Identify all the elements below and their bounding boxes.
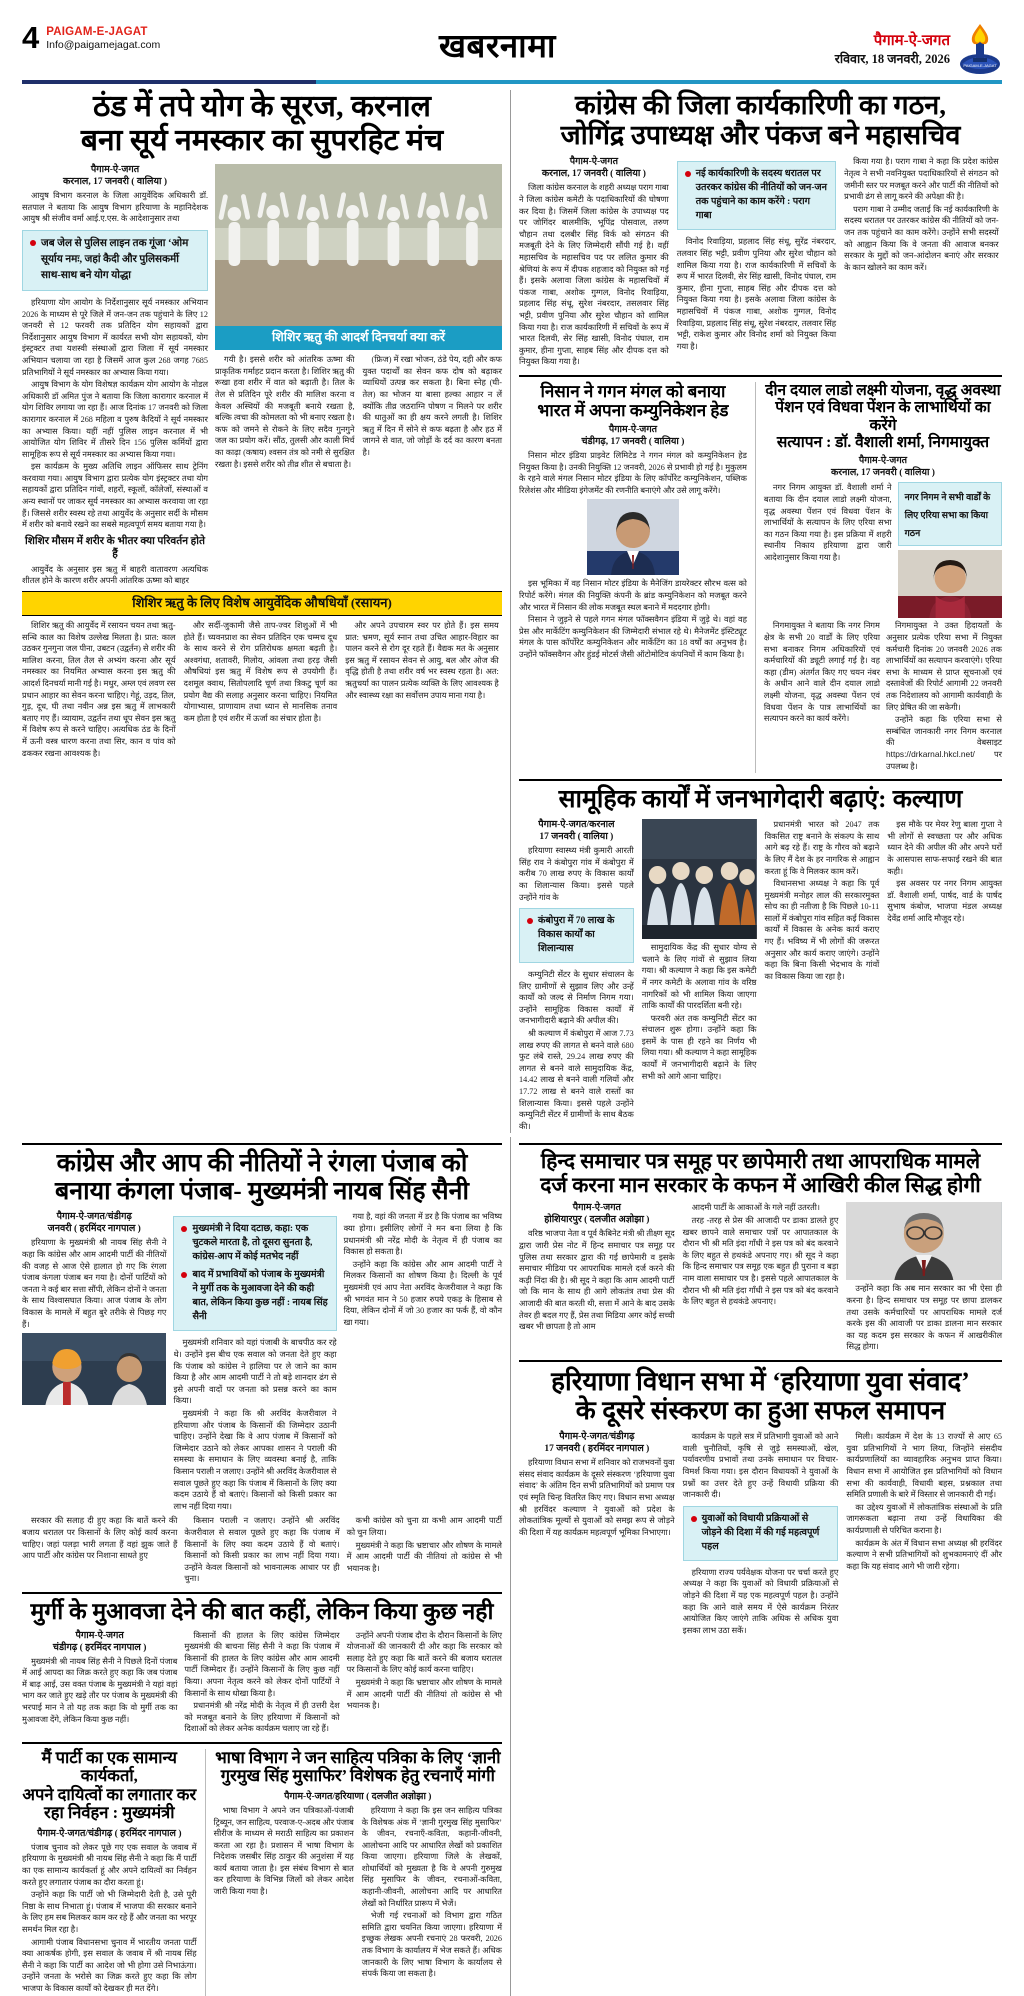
paragraph: मुख्यमंत्री शनिवार को यहां पंजाबी के बाचपीठ कर रहे थे। उन्होंने इस बीच एक सवाल को जनता देते हुए कहा कि पंजाब को कांग्रेस ने हालिया पर ले जाने का काम किया है और आम आदमी पार्टी ने तो बड़े शानदार ढंग से इसे अपनी वादों पर जनता को प्रसन्न करने का काम किया।: [173, 1338, 337, 1406]
masthead-right-text: [835, 32, 950, 68]
headline-line-1: निसान ने गगन मंगल को बनाया: [540, 381, 726, 401]
paragraph: किसान पराली न जलाए। उन्होंने श्री अरविंद केजरीवाल से सवाल पूछते हुए कहा कि पंजाब में किसानों के लिए क्या कदम उठाये हैं वो बताएं। किसानों को किसी प्रकार का लाभ नहीं दिया गया। उन्होंने केवल किसानों को भावनात्मक आधार पर ही चुना।: [184, 1516, 340, 1584]
paragraph: आयुष विभाग करनाल के जिला आयुर्वेदिक अधिकारी डॉ. सतपाल ने बताया कि आयुष विभाग हरियाणा के महानिदेशक आयुष श्री संजीव वर्मा आई.ए.एस. के आदेशानुसार तथा: [22, 191, 208, 224]
highlight-text: बाद में प्रभावियों को पंजाब के मुख्यमंत्री ने मुर्गी तक के मुआवजा देने की कही बात, लेकिन किया कुछ नहीं : नायब सिंह सैनी: [192, 1269, 328, 1323]
highlight-text: कंबोपुरा में 70 लाख के विकास कार्यों का शिलान्यास: [538, 915, 615, 955]
paragraph: तरह -तरह से प्रेस की आजादी पर डाका डालते हुए खबर छापने वाले समाचार पत्रों पर आपातकाल के दौरान भी श्री मति इंदा गाँधी ने इस पत्र को बंद करवाने के लिए बहुत से हथकंडे अपनाए गए। श्री सूद ने कहा कि हिन्द समाचार पत्र समूह एक बहुत ही पुराना व बड़ा नाम वाला समाचार पत्र है। इससे पहले आपातकाल के दौरान भी श्री मति इंदा गाँधी ने इस पत्र को बंद करवाने के लिए बहुत से हथकंडे अपनाए।: [682, 1216, 839, 1307]
story-nissan-headline: [519, 382, 747, 420]
paragraph: प्रधानमंत्री भारत को 2047 तक विकसित राष्ट्र बनाने के संकल्प के साथ आगे बढ़ रहे हैं। राष्ट्र के गौरव को बढ़ाने के लिए मैं देश के हर नागरिक से आह्वान करता हूं कि वे मिलकर काम करें।: [764, 820, 880, 876]
headline-line-1: कांग्रेस और आप की नीतियों ने रंगला पंजाब को: [56, 1150, 468, 1178]
byline-location-date: 17 जनवरी ( हरमिंदर नागपाल ): [544, 1444, 650, 1455]
byline-publication: पैगाम-ऐ-जगत: [608, 425, 658, 436]
paragraph: श्री कल्याण में कंबोपुरा में आज 7.73 लाख रुपए की लागत से बनने वाले 680 फुट लंबे रास्ते, 29.24 लाख रुपए की लागत से बनने वाले सामुदायिक केंद्र, 14.42 लाख से बनने वाली गलियों और 17.72 लाख से बनने वाले रास्तों का शिलान्यास किया। इससे पहले उन्होंने कम्युनिटी सेंटर में ग्रामीणों के साथ बैठक की।: [519, 1029, 634, 1131]
headline-line-2: के दूसरे संस्करण का हुआ सफल समापन: [575, 1396, 946, 1426]
paragraph: विनोद रिवाड़िया, प्रहलाद सिंह संधू, सुरेंद्र नंबरदार, तलवार सिंह भट्टी, प्रवीण पुनिया और सुरेश चौहान को शामिल किया गया है। राज कार्यकारिणी में सचिवों के रूप में भारत दिलवी, सेर सिंह खासी, विनोद पंघाल, राम कुमार, हीना गुप्ता, साहब सिंह और दीपक दत्त को नियुक्त किया गया है। इसके अलावा जिला कांग्रेस के महासचिवों में पंकज गाबा, अशोक गुग्गल, विनोद रिवाड़िया, प्रहलाद सिंह संधू, सुरेश नंबरदार, तलवार सिंह भट्टी, राकेश कुमार और विनोद शर्मा को नियुक्त किया गया है।: [676, 237, 837, 351]
paragraph: हरियाणा स्वास्थ्य मंत्री कुमारी आरती सिंह राव ने कंबोपुरा गांव में कंबोपुरा में करीब 70 लाख रुपए के विकास कार्यों का शिलान्यास किया। इससे पहले उन्होंने गांव के: [519, 846, 634, 902]
story-congress: [519, 90, 1002, 369]
paragraph: उन्होंने कहा कि अब मान सरकार का भी ऐसा ही करना है। हिन्द समाचार पत्र समूह पर छापा डालकर तथा उसके कर्मचारियों पर आपराधिक मामले दर्ज करके इस की आवाजी पर डाका डालना मान सरकार का यह कदम इस सरकार के कफन में आखरीकील सिद्ध होगा।: [846, 1284, 1003, 1352]
bullet-dot-icon: [30, 240, 36, 246]
second-row: [0, 1137, 1024, 1995]
paragraph: सरकार की सलाह दी हुए कहा कि बातें करने की बजाय धरातल पर किसानों के लिए कोई कार्य करना चाहिए। जहां पलड़ा भारी लगता हैं वहां झुक जाते हैं आप पार्टी और कांग्रेस पर निशाना साधते हुए: [22, 1516, 178, 1561]
story-murgi-headline: मुर्गी के मुआवजा देने की बात कहीं, लेकिन किया कुछ नही: [30, 1598, 494, 1624]
torch-logo-icon: [958, 24, 1002, 76]
paragraph: आयुर्वेद के अनुसार इस ऋतु में बाहरी वातावरण अत्यधिक शीतल होने के कारण शरीर अपनी आंतरिक ऊष्मा को बाहर: [22, 564, 208, 586]
byline: [22, 1211, 166, 1235]
story-hind: [519, 1150, 1002, 1354]
yoga-photo: [215, 164, 502, 326]
paragraph: मिली। कार्यक्रम में देश के 13 राज्यों से आए 65 युवा प्रतिभागियों ने भाग लिया, जिन्होंने संसदीय कार्यप्रणालियों का व्यावहारिक अनुभव प्राप्त किया। विधान सभा में आयोजित इस प्रतिभागियों को विधान सभा की कार्यवाही, विधायी बहस, प्रश्नकाल तथा समिति प्रणाली के बारे में विस्तार से जानकारी दी गई।: [846, 1432, 1003, 1500]
headline-line-1: कांग्रेस की जिला कार्यकारिणी का गठन,: [574, 90, 947, 120]
right-column-group: [510, 90, 1002, 1133]
paragraph: निसान मोटर इंडिया प्राइवेट लिमिटेड ने गगन मंगल को कम्युनिकेशन हेड नियुक्त किया है। उनकी नियुक्ति 12 जनवरी, 2026 से प्रभावी हो गई है। मुकुलम के रहने वाले मंगल निसान मोटर इंडिया के लिए कॉर्पोरेट कम्युनिकेशन, पब्लिक रिलेशंस और मीडिया इंगेजमेंट की रणनीति बनाएंगे और उसे लागू करेंगे।: [519, 451, 747, 495]
kambopura-event-photo: [642, 819, 757, 939]
bullet-dot-icon: [181, 1226, 187, 1232]
brand-name-english: PAIGAM-E-JAGAT: [46, 26, 148, 38]
paragraph-tail: पर उपलब्ध है।: [885, 749, 1002, 771]
paragraph: इस कार्यक्रम के मुख्य अतिथि लाइन ऑफिसर साथ ट्रेनिंग करवाया गया। आयुष विभाग द्वारा प्रत्येक योग इंस्ट्रक्टर तथा योग सहायकों द्वारा प्रतिदिन गांवों, शहरों, स्कूलों, कॉलेजों, संस्थाओं व अन्य स्थानों पर जाकर सूर्य नमस्कार का अभ्यास करवाया जा रहा हैं। जिससे शरीर स्वस्थ रहे तथा आयुर्वेद के अनुसार सर्दी के मौसम में शरीर को बनाये रखने का सबसे महत्वपूर्ण समय बताया गया है।: [22, 462, 208, 530]
paragraph: कम्युनिटी सेंटर के सुधार संचालन के लिए ग्रामीणों से सुझाव लिए और उन्हें कार्यों को जल्द से निर्माण निगम गया। उन्होंने सामूहिक विकास कार्यों में जनभागीदारी बढ़ाने की अपील की।: [519, 970, 634, 1026]
story-worker: [22, 1749, 197, 1996]
nayab-singh-saini-photo: [22, 1333, 166, 1405]
byline: [22, 164, 208, 188]
karnal-nigam-url[interactable]: https://drkarnal.hkcl.net/: [885, 748, 975, 759]
paragraph: और अपने उपचारम स्वर पर होते हैं। इस समय प्रात: भ्रमण, सूर्य स्नान तथा उचित आहार-विहार का पालन करने से रोग दूर रहते हैं। वैद्यक मत के अनुसार इस ऋतु में रसायन सेवन से आयु, बल और ओज की वृद्धि होती है तथा शरीर वर्ष भर स्वस्थ रहता है। अत: ऋतुचर्या का पालन प्रत्येक व्यक्ति के लिए आवश्यक है और स्वास्थ्य रक्षा का सर्वोत्तम उपाय माना गया है।: [345, 621, 499, 700]
headline-line-2: पेंशन एवं विधवा पेंशन के लाभार्थियों का करेंगे: [775, 399, 991, 434]
story-hind-headline: [519, 1150, 1002, 1197]
nissan-pension-row: [519, 382, 1002, 773]
byline-publication: पैगाम-ऐ-जगत: [75, 1630, 124, 1641]
story-murgi: [22, 1599, 502, 1736]
story-vidhan-headline: [519, 1367, 1002, 1425]
highlight-text: मुख्यमंत्री ने दिया दटाछ, कहा: एक चुटकले मारता है, तो दूसरा सुनता है, कांग्रेस-आप में कोई मतभेद नहीं: [192, 1223, 313, 1263]
byline-location-date: चंडीगढ़, 17 जनवरी ( वालिया ): [581, 437, 685, 448]
highlight-text: नई कार्यकारिणी के सदस्य धरातल पर उतरकर कांग्रेस की नीतियों को जन-जन तक पहुंचाने का काम करेंगे : पराग गाबा: [695, 168, 827, 222]
publication-date: रविवार, 18 जनवरी, 2026: [834, 52, 950, 66]
page-number: 4: [22, 20, 40, 55]
gagan-mangal-photo: [587, 499, 679, 575]
paragraph: इस भूमिका में वह निसान मोटर इंडिया के मैनेजिंग डायरेक्टर सौरभ वत्स को रिपोर्ट करेंगे। मंगल की नियुक्ति कंपनी के ब्रांड कम्युनिकेशन को मजबूत करने और भारत में निसान की लोक मजबूत स्थल बनाने में मददगार होगी।: [519, 579, 747, 612]
story-congress-headline: [519, 90, 1002, 150]
byline: [519, 819, 634, 843]
byline: [519, 1431, 675, 1455]
headline-line-2: जोगिंद्र उपाध्यक्ष और पंकज बने महासचिव: [560, 120, 961, 151]
masthead-center: [160, 24, 835, 66]
paragraph: नगर निगम आयुक्त डॉ. वैशाली शर्मा ने बताया कि दीन दयाल लाडो लक्ष्मी योजना, वृद्ध अवस्था पेंशन एवं विधवा पेंशन के लाभार्थियों के सत्यापन के लिए एरिया सभा का गठन किया गया है। इस प्रक्रिया में शहरी स्थानीय निकाय हरियाणा द्वारा जारी आदेशानुसार किया गया है।: [763, 483, 892, 562]
headline-line-1: दीन दयाल लाडो लक्ष्मी योजना, वृद्ध अवस्था: [765, 381, 1001, 399]
story-yoga-col-1: [22, 164, 208, 588]
highlight-box: [22, 230, 208, 291]
bullet-dot-icon: [685, 171, 691, 177]
masthead-rule: [0, 76, 1024, 84]
highlight-box: [898, 482, 1002, 546]
byline-location-date: होशियारपुर ( दलजीत अज्ञोझा ): [544, 1215, 650, 1226]
paragraph: आदमी पार्टी के आकाओं के गले नहीं उतरती।: [691, 1203, 821, 1213]
vaishali-sharma-photo: [898, 550, 1002, 618]
byline: [764, 455, 1002, 479]
byline-location-date: चंडीगढ़ ( हरमिंदर नागपाल ): [52, 1642, 147, 1653]
paragraph: हरियाणा विधान सभा में शनिवार को राजभवनों युवा संसद संवाद कार्यक्रम के दूसरे संस्करण ‘हरियाणा युवा संवाद’ के अंतिम दिन सभी प्रतिभागियों को प्रमाण पत्र एवं स्मृति चिन्ह वितरित किए गए। विधान सभा अध्यक्ष श्री हरविंदर कल्याण ने युवाओं को प्रदेश के लोकतांत्रिक मूल्यों से युवाओं को समझ रूप से जोड़ने की दिशा में यह कार्यक्रम महत्वपूर्ण भूमिका निभाएगा।: [519, 1458, 675, 1537]
byline: [519, 424, 747, 448]
paragraph: उन्होंने कहा कि पार्टी जो भी जिम्मेदारी देती है, उसे पूरी निष्ठा के साथ निभाता हूं। पंजाब में भाजपा की सरकार बनाने के लिए हम सब मिलकर काम कर रहे हैं और जनता का भरपूर समर्थन मिल रहा है।: [22, 1890, 197, 1934]
story-pension-headline: [764, 382, 1002, 451]
ayurveda-banner: शिशिर ऋतु के लिए विशेष आयुर्वेदिक औषधियाँ (रसायन): [22, 591, 502, 616]
byline: [214, 1791, 502, 1803]
paragraph: गयी है। इससे शरीर को आंतरिक ऊष्मा की प्राकृतिक गर्माहट प्रदान करता है। शिशिर ऋतु की रूखा हवा शरीर में वात को बढ़ाती है। तिल के तेल से प्रतिदिन पूरे शरीर की मालिश करना व केवल अस्थियों की मजबूती बनाये रखता है, बल्कि त्वचा की कोमलता को भी बनाए रखता है। कफ को जमने से रोकने के लिए सदैव गुनगुने जल का प्रयोग करें। सौंठ, तुलसी और काली मिर्च का काढ़ा (कषाय) श्वसन तंत्र को नमी से सुरक्षित रखता है। इससे शरीर को तीव्र शीत से बचाता है।: [215, 355, 355, 469]
masthead-brand-block: [46, 24, 160, 52]
highlight-text: जब जेल से पुलिस लाइन तक गूंजा ‘ओम सूर्याय नमः, जहां कैदी और पुलिसकर्मी साथ-साथ बने योग योद्धा: [41, 237, 189, 281]
byline-location-date: जनवरी ( हरमिंदर नागपाल ): [47, 1224, 141, 1235]
brand-name-hindi: पैगाम-ऐ-जगत: [873, 33, 950, 49]
worker-bhasha-row: [22, 1749, 502, 1996]
paragraph: किसानों की हालत के लिए कांग्रेस जिम्मेदार मुख्यमंत्री की बाचना सिंह सैनी ने कहा कि पंजाब में किसानों की हालत के लिए कांग्रेस और आम आदमी पार्टी जिम्मेदार हैं। उन्होंने किसानों के लिए कुछ नहीं किया। अपना नेतृत्व करने को लेकर दोनों पार्टियों ने किसानों के साथ धोखा किया है।: [184, 1630, 340, 1698]
story-punjab: [22, 1137, 510, 1995]
paragraph: किया गया है। पराग गाबा ने कहा कि प्रदेश कांग्रेस नेतृत्व ने सभी नवनियुक्त पदाधिकारियों से संगठन को जमीनी स्तर पर मजबूत करने और पार्टी की नीतियों को प्रभावी ढंग से लागू करने की अपेक्षा की है।: [844, 157, 999, 202]
paragraph: मुख्यमंत्री ने कहा कि श्री अरविंद केजरीवाल ने हरियाणा और पंजाब के किसानों की जिम्मेदार उठानी चाहिए। उन्होंने देखा कि वे आप पंजाब में किसानों को जिम्मेदार उठाने को लेकर आपका शासन ने पराली की समस्या के समाधान के लिए व्यवस्था बनाई है, ताकि किसान पराली न जलाए। उन्होंने श्री अरविंद केजरीवाल से सवाल पूछते हुए कहा कि पंजाब में किसानों के लिए क्या कदम उठाये हैं वो बताएं। किसानों को किसी प्रकार का लाभ नहीं दिया गया।: [173, 1408, 337, 1511]
headline-line-3: रहा निर्वहन : मुख्यमंत्री: [44, 1803, 175, 1823]
highlight-text: नगर निगम ने सभी वार्डों के लिए एरिया सभा का किया गठन: [904, 492, 991, 539]
byline: [519, 156, 669, 180]
paragraph: का उद्देश्य युवाओं में लोकतांत्रिक संस्थाओं के प्रति जागरूकता बढ़ाना तथा उन्हें विधायिका की कार्यप्रणाली से परिचित कराना है।: [846, 1502, 1003, 1535]
bullet-dot-icon: [181, 1272, 187, 1278]
sub-headline: शिशिर मौसम में शरीर के भीतर क्या परिवर्तन होते हैं: [25, 535, 205, 560]
paragraph: और सर्दी-जुकामी जैसे ताप-ज्वर शिशुओं में भी होते हैं। च्यवनप्राश का सेवन प्रतिदिन एक चम्मच दूध के साथ करने से रोग प्रतिरोधक क्षमता बढ़ती है। अश्वगंधा, शतावरी, गिलोय, आंवला तथा हरड़ जैसी औषधियां इस ऋतु में विशेष रूप से उपयोगी हैं। दशमूल क्वाथ, सितोपलादि चूर्ण तथा त्रिकटु चूर्ण का प्रयोग वैद्य की सलाह अनुसार करना चाहिए। नियमित योगाभ्यास, प्राणायाम तथा ध्यान से मानसिक तनाव कम होता है एवं शरीर में ऊर्जा का संचार होता है।: [183, 621, 338, 723]
paragraph: उन्होंने कहा कि कांग्रेस और आम आदमी पार्टी ने मिलकर किसानों का शोषण किया है। दिल्ली के पूर्व मुख्यमंत्री एवं आप नेता अरविंद केजरीवाल ने कहा कि श्री भगवंत मान ने 50 हजार रुपये एकड़ के हिसाब से दिया, लेकिन दोनों में जो 30 हजार का फर्क हैं, वो कौन खा गया।: [343, 1259, 503, 1327]
byline: [22, 1630, 177, 1654]
byline: [519, 1202, 675, 1226]
masthead-right: [835, 24, 1002, 76]
bullet-dot-icon: [527, 918, 533, 924]
story-bhasha-headline: [214, 1749, 502, 1786]
headline-line-2: भारत में अपना कम्युनिकेशन हेड: [537, 401, 729, 420]
paragraph: भाषा विभाग ने अपने जन पत्रिकाओं-पंजाबी ट्रिब्यून, जन साहित्य, परवाज-ए-अदब और पंजाब सीरीज के माध्यम से मराठी साहित्य का प्रकाशन करता आ रहा है। प्रशासन में भाषा विभाग के निदेशक जसबीर सिंह ठाकुर की अनुशंसा में यह कार्य बताया जाता है। इस संबंध विभाग से बात कर हरियाणा के विभिन्न जिलों को लेकर आदेश जारी किया गया है।: [213, 1805, 354, 1897]
headline-line-2: बनाया कंगला पंजाब- मुख्यमंत्री नायब सिंह सैनी: [55, 1178, 469, 1206]
highlight-box: [683, 1506, 839, 1561]
rule-segment-dark: [22, 80, 316, 84]
contact-email: Info@paigamejagat.com: [46, 39, 161, 51]
story-yoga-col-2: [215, 164, 502, 588]
story-bhasha: [205, 1749, 502, 1996]
byline-location-date: करनाल, 17 जनवरी ( वालिया ): [830, 468, 935, 479]
paragraph: फरवरी अंत तक कम्युनिटी सेंटर का संचालन शुरू होगा। उन्होंने कहा कि इसमें के पास ही रहने का निर्णय भी लिया गया। श्री कल्याण ने कहा सामूहिक कार्यों में जनभागीदारी बढ़ाने के लिए सभी को आगे आना चाहिए।: [641, 1013, 757, 1081]
paragraph: सामुदायिक केंद्र की सुधार योग्य से चलाने के लिए गांवों से सुझाव लिया गया। श्री कल्याण ने कहा कि इस कमेटी में नगर कमेटी के अलावा गांव के वरिष्ठ नागरिकों को भी शामिल किया जाएगा ताकि कार्यों की पारदर्शिता बनी रहे।: [641, 943, 757, 1011]
bullet-dot-icon: [691, 1516, 697, 1522]
highlight-box: [519, 908, 634, 963]
paragraph-url: [886, 714, 1002, 772]
byline: [22, 1828, 197, 1840]
paragraph: (फ्रिज) में रखा भोजन, ठंडे पेय, दही और कफ युक्त पदार्थों का सेवन कफ दोष को बढ़ाकर व्याधियों उत्पन्न कर सकता है। बिना स्नेह (घी-तेल) का भोजन या बासा हल्का आहार न लें क्योंकि तीव्र जठराग्नि पोषण न मिलने पर शरीर की धातुओं का ही क्षय करने लगती है। शिशिर ऋतु में दिन में सोने से कफ बढ़ता है और हठ में जागने से वात, जो जोड़ों के दर्द का कारण बनता है।: [362, 355, 502, 457]
headline-line-1: ठंड में तपे योग के सूरज, करनाल: [92, 90, 432, 123]
paragraph: उन्होंने अपनी पंजाब दौरा के दौरान किसानों के लिए योजनाओं की जानकारी दी और कहा कि सरकार को सलाह देते हुए कहा कि बातें करने की बजाय धरातल पर किसानों के लिए कोई कार्य करना चाहिए।: [346, 1630, 502, 1675]
headline-line-1: भाषा विभाग ने जन साहित्य पत्रिका के लिए ‘ज्ञानी: [215, 1747, 501, 1767]
lead-row: [0, 84, 1024, 1133]
section-title: खबरनामा: [439, 29, 556, 65]
paragraph: आयुष विभाग के योग विशेषज्ञ कार्यक्रम योग आयोग के नोडल अधिकारी डॉ अमित पुंज ने बताया कि जिला कारागार करनाल में योग शिविर लगाया जा रहा हैं। आज दिनांक 17 जनवरी को जिला कारागार करनाल में 268 महिला व पुरुष कैदियों ने सूर्य नमस्कार का अभ्यास किया। यहीं नहीं पुलिस लाइन करनाल में भी आयोजित योग शिविर में तीसरे दिन 156 पुलिस कर्मियों द्वारा सामूहिक रूप से सूर्य नमस्कार का अभ्यास किया गया।: [22, 380, 208, 459]
paragraph: जिला कांग्रेस करनाल के शहरी अध्यक्ष पराग गाबा ने जिला कांग्रेस कमेटी के पदाधिकारियों की घोषणा कर दिया है। जिसमें जिला कांग्रेस के उपाध्यक्ष पद पर जोगिंदर बालमीकि, भूपिंद्र पोसवाल, तरुण चौहान तथा दलबीर सिंह विर्क को संगठन की मजबूती देने के लिए जिम्मेदारी सौंपी गई है। वहीं महासचिव के महासचिव पद पर ललित कुमार की श्रेणियां के रूप में दीपक शहजाद को नियुक्त को गई हैं। इसके अलावा जिला कांग्रेस के महासचिवों में पंकज गाबा, अशोक गुग्गल, विनोद रिवाड़िया, प्रहलाद सिंह संधू, सुरेश नंबरदार, तसलवार सिंह भट्टी, प्रवीण पुनिया और सुरेश चौहान को शामिल किया गया है। राज कार्यकारिणी में सचिवों के रूप में भारत दिलवी, सेर सिंह खासी, विनोद पंघाल, राम कुमार, हीना गुप्ता, साहब सिंह और दीपक दत्त को नियुक्त किया गया है।: [519, 183, 669, 367]
byline-location-date: करनाल, 17 जनवरी ( वालिया ): [63, 177, 167, 188]
story-yoga-headline: [22, 90, 502, 157]
byline-publication: पैगाम-ऐ-जगत: [90, 165, 140, 176]
paragraph: इस मौके पर मेयर रेणु बाला गुप्ता ने भी लोगों से स्वच्छता पर और अधिक ध्यान देने की अपील की और अपने घरों के आसपास साफ-सफाई रखने की बात कही।: [887, 820, 1002, 876]
story-kalyan-headline: सामूहिक कार्यों में जनभागेदारी बढ़ाएं: कल्याण: [558, 786, 963, 814]
highlight-text: युवाओं को विधायी प्रक्रियाओं से जोड़ने की दिशा में की गई महत्वपूर्ण पहल: [701, 1512, 820, 1552]
story-pension: [755, 382, 1002, 773]
paragraph: निसान ने जुड़ने से पहले गगन मंगल फॉक्सवैगन इंडिया में जुड़े थे। वहां वह प्रेस और मार्केटिंग कम्युनिकेशन की जिम्मेदारी संभाल रहे थे। मैनेजमेंट इंस्टिट्यूट मंगल के पास कॉर्पोरेट कम्युनिकेशन और मार्केटिंग का 18 वर्षों का अनुभव है। उन्होंने फॉक्सवैगन और हुंडई मोटर्स जैसी ऑटोमोटिव कंपनियों में काम किया है।: [519, 615, 747, 659]
tikshan-sood-photo: [846, 1202, 1002, 1280]
svg-text:PAIGAM-E-JAGAT: PAIGAM-E-JAGAT: [963, 63, 997, 68]
story-worker-headline: [22, 1749, 197, 1823]
byline-location-date: करनाल, 17 जनवरी ( वालिया ): [541, 169, 646, 180]
paragraph: प्रधानमंत्री श्री नरेंद्र मोदी के नेतृत्व में ही उत्तरी देश को मजबूत बनाने के लिए हरियाणा में किसानों को दिशाओं को लेकर अनेक कार्यक्रम चलाए जा रहे हैं।: [184, 1701, 340, 1734]
paragraph: हरियाणा के मुख्यमंत्री श्री नायब सिंह सैनी ने कहा कि कांग्रेस और आम आदमी पार्टी की नीतियों की वजह से आज ऐसे हालात हो गए कि रंगला पंजाब कंगला पंजाब बन गया है। दोनों पार्टियों को जनता ने कई बार सत्ता सौंपी, लेकिन दोनों ने जनता के साथ विश्वासघात किया। आज पंजाब के लोग विकास के मामले में बहुत बुरे तरीके से पिछड़ गए हैं।: [22, 1238, 167, 1329]
headline-line-1: हरियाणा विधान सभा में ‘हरियाणा युवा संवाद’: [551, 1367, 970, 1396]
paragraph: हरियाणा ने कहा कि इस जन साहित्य पत्रिका के विशेषक अंक में ‘ज्ञानी गुरमुख सिंह मुसाफिर’ के जीवन, रचनाएँ-कविता, कहानी-जीवनी, आलोचना आदि पर आधारित लेखों को प्रकाशित किया जाएगा। हरियाणा जिले के लेखकों, शोधार्थियों को मुख्यता है कि वे अपनी गुरुमुख सिंह मुसाफिर के जीवन, रचनाओं-कविता, कहानी-जीवनी, आलोचना आदि पर आधारित लेखों को निर्धारित प्रारूप में भेजें।: [361, 1805, 502, 1908]
byline-location-date: 17 जनवरी ( वालिया ): [539, 832, 614, 843]
paragraph: कार्यक्रम के अंत में विधान सभा अध्यक्ष श्री हरविंदर कल्याण ने सभी प्रतिभागियों को शुभकामनाएं दीं और कहा कि यह संवाद आगे भी जारी रहेगा।: [846, 1538, 1003, 1571]
rule-segment-blue: [316, 80, 1002, 84]
paragraph: कार्यक्रम के पहले सत्र में प्रतिभागी युवाओं को आने वाली चुनौतियों, कृषि से जुड़े समस्याओं, खेल, पर्यावरणीय प्रभावों तथा उनके समाधान पर विचार-विमर्श किया गया। इस दौरान विधायकों ने युवाओं के प्रश्नों का उत्तर देते हुए उन्हें विधायी प्रक्रिया की जानकारी दी।: [682, 1432, 839, 1500]
byline-publication: पैगाम-ऐ-जगत: [572, 1203, 621, 1214]
paragraph: शिशिर ऋतु की आयुर्वेद में रसायन चयन तथा ऋतु-सन्धि काल का विशेष उल्लेख मिलता है। प्रात: काल उठकर गुनगुना जल पीना, उबटन (उद्वर्तन) से शरीर की मालिश करना, तिल तैल से अभ्यंग करना और सूर्य नमस्कार का नियमित अभ्यास करना इस ऋतु की आदर्श दिनचर्या मानी गई है। मधुर, अम्ल एवं लवण रस प्रधान आहार का सेवन करना चाहिए। गेहूं, उड़द, तिल, गुड़, दूध, घी तथा नवीन अन्न इस ऋतु में लाभकारी बताए गए हैं। व्यायाम, उद्वर्तन तथा धूप सेवन इस ऋतु में विशेष रूप से करने चाहिए। अत्यधिक ठंड के दिनों में ऊनी वस्त्र धारण करना तथा सिर, कान व पांव को ढककर रखना आवश्यक है।: [22, 621, 176, 758]
paragraph: कभी कांग्रेस को चुना य़ा कभी आम आदमी पार्टी को चुन लिया।: [346, 1516, 502, 1537]
paragraph: भेजी गई रचनाओं को विभाग द्वारा गठित समिति द्वारा चयनित किया जाएगा। हरियाणा में इच्छुक लेखक अपनी रचनाएं 28 फरवरी, 2026 तक विभाग के कार्यालय में भेज सकते हैं। अधिक जानकारी के लिए भाषा विभाग के कार्यालय से संपर्क किया जा सकता है।: [361, 1911, 502, 1979]
highlight-box-1: [173, 1216, 336, 1331]
paragraph: पराग गाबा ने उम्मीद जताई कि नई कार्यकारिणी के सदस्य धरातल पर उतरकर कांग्रेस की नीतियों को जन-जन तक पहुंचाने का काम करेंगे। उन्होंने सभी सदस्यों को आह्वान किया कि वे जनता की आवाज बनकर सरकार के मुद्दों को जन-आंदोलन बनाएं और सरकार के कान खोलने का काम करें।: [844, 204, 999, 272]
byline-publication: पैगाम-ऐ-जगत/हरियाणा ( दलजीत अज्ञोझा ): [284, 1791, 432, 1802]
story-nissan: [519, 382, 747, 773]
story-punjab-headline: [22, 1150, 502, 1206]
headline-line-2: अपने दायित्वों का लगातार कर: [22, 1784, 197, 1804]
paragraph: मुख्यमंत्री ने कहा कि भ्रष्टाचार और शोषण के मामले में आम आदमी पार्टी की नीतियां तो कांग्रेस से भी भयानक है।: [346, 1540, 502, 1573]
story-kalyan: [519, 786, 1002, 1133]
headline-line-2: गुरमुख सिंह मुसाफिर’ विशेषक हेतु रचनाएँ मांगी: [220, 1766, 495, 1786]
paragraph: वरिष्ठ भाजपा नेता व पूर्व कैबिनेट मंत्री श्री तीक्ष्ण सूद द्वारा जारी प्रेस नोट में हिन्द समाचार पत्र समूह पर पुलिस तथा सरकार द्वारा की गई छापेमारी व इसके समाचार मीडिया पर आपराधिक मामले दर्ज करने की कड़ी निंदा की है। श्री सूद ने कहा कि आम आदमी पार्टी जो कि मान के साथ ही आगे लोकतंत्र तथा प्रेस की आजादी की बात करती थी, सत्ता में आने के बाद उसके तेवर ही बदल गए हैं, प्रेस तथा मिडिया अगर कोई सच्ची खबर भी छापता है तो आम: [519, 1229, 675, 1332]
paragraph: गया है, वहां की जनता में डर है कि पंजाब का भविष्य क्या होगा। इसीलिए लोगों ने मन बना लिया है कि प्रधानमंत्री श्री नरेंद्र मोदी के नेतृत्व में ही पंजाब का विकास हो सकता है।: [343, 1212, 503, 1257]
paragraph: मुख्यमंत्री ने कहा कि भ्रष्टाचार और शोषण के मामले में आम आदमी पार्टी की नीतियां तो कांग्रेस से भी भयानक है।: [346, 1678, 502, 1711]
paragraph: विधानसभा अध्यक्ष ने कहा कि पूर्व मुख्यमंत्री मनोहर लाल की सरकारमुक्त सोच का ही नतीजा है कि पिछले 10-11 सालों में कंबोपुरा गांव सहित कई विकास कार्यों में विकास के अनेक कार्य कराए गए हैं। भविष्य में भी लोगों की जरूरत अनुसार और कार्य कराए जाएंगे। उन्होंने कहा कि बिना किसी भेदभाव के गांवों का विकास किया जा रहा है।: [764, 879, 880, 981]
paragraph: हरियाणा राज्य पर्यवेक्षक योजना पर चर्चा करते हुए अध्यक्ष ने कहा कि युवाओं को विधायी प्रक्रियाओं से जोड़ने की दिशा में यह एक महत्वपूर्ण पहल है। उन्होंने कहा कि आने वाले समय में ऐसे कार्यक्रम निरंतर आयोजित किए जाएंगे ताकि अधिक से अधिक युवा इसका लाभ उठा सकें।: [682, 1567, 839, 1635]
paragraph: हरियाणा योग आयोग के निर्देशानुसार सूर्य नमस्कार अभियान 2026 के माध्यम से पूरे जिले में जन-जन तक पहुंचाने के लिए 12 जनवरी से 12 फरवरी तक प्रतिदिन योग सहायकों द्वारा निर्देशानुसार आयुष विभाग में कार्यरत सभी योग सहायकों, योग इंस्ट्रक्टर तथा यशस्वी संस्थाओं द्वारा जिला में सूर्य नमस्कार अभियान चलाया जा रहा है जिसमें आज कुल 268 जगह 7685 प्रतिभागियों ने सूर्य नमस्कार का अभ्यास किया गया।: [22, 297, 208, 377]
masthead-left: [22, 20, 161, 55]
byline-publication: पैगाम-ऐ-जगत/करनाल: [538, 820, 615, 831]
byline-publication: पैगाम-ऐ-जगत/चंडीगढ़ ( हरमिंदर नागपाल ): [37, 1828, 182, 1839]
highlight-box: [677, 161, 836, 230]
headline-line-2: दर्ज करना मान सरकार के कफन में आखिरी कील सिद्ध होगी: [540, 1172, 981, 1197]
byline-publication: पैगाम-ऐ-जगत: [858, 456, 908, 467]
headline-line-2: बना सूर्य नमस्कार का सुपरहिट मंच: [80, 123, 444, 157]
byline-publication: पैगाम-ऐ-जगत: [569, 157, 618, 168]
paragraph: आगामी पंजाब विधानसभा चुनाव में भारतीय जनता पार्टी क्या आकर्षक होगी, इस सवाल के जवाब में श्री नायब सिंह सैनी ने कहा कि पार्टी का आदेश जो भी होगा उसे निभाऊंगा। उन्होंने जनता के भरोसे का जिक्र करते हुए कहा कि लोग भाजपा के विकास कार्यों को देखकर ही मत देंगे।: [22, 1937, 197, 1993]
paragraph: इस अवसर पर नगर निगम आयुक्त डॉ. वैशाली शर्मा, पार्षद, वार्ड के पार्षद सुभाष कंबोज, भाजपा मंडल अध्यक्ष देवेंद्र शर्मा आदि मौजूद रहे।: [887, 879, 1002, 923]
photo-caption-bar: शिशिर ऋतु की आदर्श दिनचर्या क्या करें: [215, 326, 502, 350]
byline-publication: पैगाम-ऐ-जगत/चंडीगढ़: [559, 1432, 635, 1443]
story-vidhan: [519, 1367, 1002, 1637]
paragraph: मुख्यमंत्री श्री नायब सिंह सैनी ने पिछले दिनों पंजाब में आई आपदा का जिक्र करते हुए कहा कि जब पंजाब में बाढ़ आई, उस वक्त पंजाब के मुख्यमंत्री ने यहां वहां भाग कर जाते हुए खड़े तौर पर पंजाब के मुख्यमंत्री की भरपाई मान ने तो यह तक कहा कि वो मुर्गी तक का मुआवजा देंगे, लेकिन किया कुछ नहीं।: [22, 1656, 178, 1724]
headline-line-1: हिन्द समाचार पत्र समूह पर छापेमारी तथा आपराधिक मामले: [540, 1149, 981, 1174]
paragraph: निगमायुक्त ने बताया कि नगर निगम क्षेत्र के सभी 20 वार्डों के लिए एरिया सभा बनाकर निगम अधिकारियों एवं कर्मचारियों की ड्यूटी लगाई गई है। वह कहा (डीम) अंतर्गत किए गए चयन नंबर के अधीन आने वाले दीन दयाल लाडो लक्ष्मी योजना, वृद्ध अवस्था पेंशन एवं विधवा पेंशन के पात्र लाभार्थियों का सत्यापन करने का कार्य करेंगे।: [763, 621, 880, 724]
story-yoga: [22, 90, 510, 1133]
paragraph: निगमायुक्त ने उक्त हिदायतों के अनुसार प्रत्येक एरिया सभा में नियुक्त कर्मचारी दिनांक 20 जनवरी 2026 तक लाभार्थियों का सत्यापन करवाएंगे। एरिया सभा के माध्यम से प्राप्त सूचनाओं एवं दस्तावेजों की रिपोर्ट आगामी 22 जनवरी तक निदेशालय को आगामी कार्यवाही के लिए प्रेषित की जा सकेगी।: [885, 621, 1002, 712]
headline-line-3: सत्यापन : डॉ. वैशाली शर्मा, निगमायुक्त: [776, 434, 990, 452]
byline-publication: पैगाम-ऐ-जगत/चंडीगढ़: [56, 1212, 132, 1223]
paragraph-text: उन्होंने कहा कि एरिया सभा से सम्बंधित जानकारी नगर निगम करनाल की वेबसाइट: [885, 715, 1002, 748]
right-lower-group: [510, 1137, 1002, 1995]
paragraph: पंजाब चुनाव को लेकर पूछे गए एक सवाल के जवाब में हरियाणा के मुख्यमंत्री श्री नायब सिंह सैनी ने कहा कि मैं पार्टी का एक सामान्य कार्यकर्ता हूं और अपने दायित्वों का निर्वहन करते हुए लगातार पंजाब का दौरा करता हूं।: [22, 1842, 197, 1887]
masthead: [0, 0, 1024, 76]
headline-line-1: मैं पार्टी का एक सामान्य कार्यकर्ता,: [41, 1747, 177, 1786]
